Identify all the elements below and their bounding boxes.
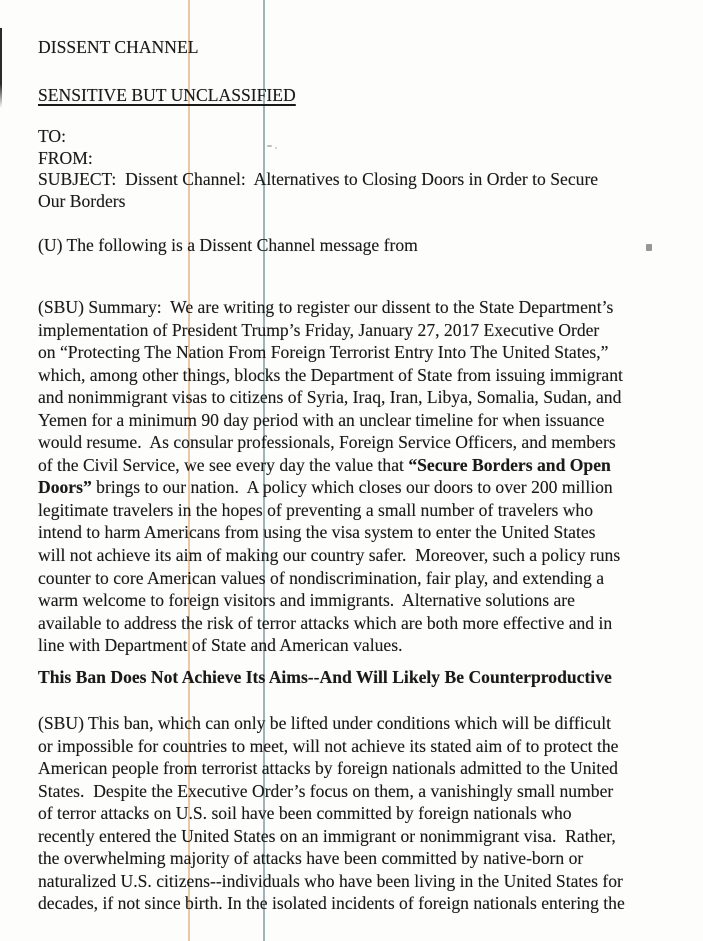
to-line: TO: xyxy=(38,126,67,146)
subject-line: SUBJECT: Dissent Channel: Alternatives to Closing Doors in Order to Secure xyxy=(38,169,599,189)
classification-marking: SENSITIVE BUT UNCLASSIFIED xyxy=(38,85,296,105)
text-line: recently entered the United States on an immigrant or nonimmigrant visa. Rather, xyxy=(38,825,616,846)
text-line: available to address the risk of terror attacks which are both more effective and in xyxy=(38,612,613,633)
text-line xyxy=(38,476,623,499)
text-line: (SBU) This ban, which can only be lifted under conditions which will be difficult xyxy=(38,713,611,733)
subject-line-continued: Our Borders xyxy=(38,190,126,211)
scan-speck xyxy=(646,244,652,251)
text-line: and nonimmigrant visas to citizens of Syria, Iraq, Iran, Libya, Somalia, Sudan, and xyxy=(38,387,622,408)
text-line: would resume. As consular professionals, Foreign Service Officers, and members xyxy=(38,432,616,453)
text-line: American people from terrorist attacks by foreign nationals admitted to the United xyxy=(38,758,618,779)
text-line: implementation of President Trump’s Friday, January 27, 2017 Executive Order xyxy=(38,319,600,340)
text-line: counter to core American values of nondiscrimination, fair play, and extending a xyxy=(38,567,605,588)
text-line: or impossible for countries to meet, will not achieve its stated aim of to protect the xyxy=(38,735,619,756)
text-line: decades, if not since birth. In the isolated incidents of foreign nationals entering the xyxy=(38,893,625,914)
from-line: FROM: xyxy=(38,147,93,168)
section-heading: This Ban Does Not Achieve Its Aims--And Will Likely Be Counterproductive xyxy=(38,667,612,687)
address-block xyxy=(38,126,598,212)
text-line: on “Protecting The Nation From Foreign Terrorist Entry Into The United States,” xyxy=(38,342,609,363)
text-line: Yemen for a minimum 90 day period with an unclear timeline for when issuance xyxy=(38,409,605,430)
text-line: legitimate travelers in the hopes of preventing a small number of travelers who xyxy=(38,499,594,520)
text-line: (SBU) Summary: We are writing to register our dissent to the State Department’s xyxy=(38,297,614,317)
channel-header: DISSENT CHANNEL xyxy=(38,37,199,57)
text-segment: brings to our nation. A policy which closes our doors to over 200 million xyxy=(91,477,613,498)
text-line: intend to harm Americans from using the visa system to enter the United States xyxy=(38,522,596,543)
text-line: of terror attacks on U.S. soil have been committed by foreign nationals who xyxy=(38,803,572,824)
text-line: will not achieve its aim of making our country safer. Moreover, such a policy runs xyxy=(38,545,621,566)
bold-text-segment: “Secure Borders and Open xyxy=(408,454,611,475)
text-line: naturalized U.S. citizens--individuals who have been living in the United States for xyxy=(38,870,623,891)
scan-edge-streak xyxy=(0,28,2,108)
text-segment: of the Civil Service, we see every day the value that xyxy=(38,454,409,475)
summary-paragraph xyxy=(38,296,623,657)
text-line: the overwhelming majority of attacks have been committed by native-born or xyxy=(38,848,584,869)
text-line: line with Department of State and American values. xyxy=(38,635,403,656)
text-line: which, among other things, blocks the Department of State from issuing immigrant xyxy=(38,364,623,385)
ban-paragraph xyxy=(38,712,625,915)
intro-line: (U) The following is a Dissent Channel message from xyxy=(38,235,418,255)
text-line xyxy=(38,454,623,477)
text-line: warm welcome to foreign visitors and immigrants. Alternative solutions are xyxy=(38,590,575,611)
bold-text-segment: Doors” xyxy=(38,477,92,498)
text-line: States. Despite the Executive Order’s focus on them, a vanishingly small number xyxy=(38,780,614,801)
